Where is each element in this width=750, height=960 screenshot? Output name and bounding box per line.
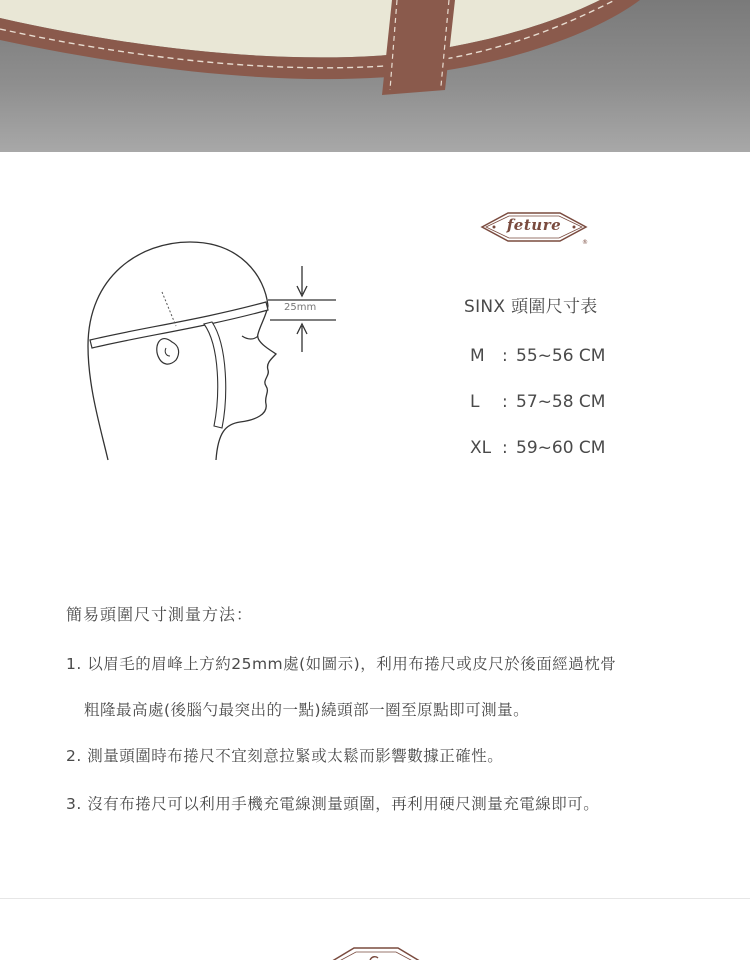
size-label: L: [470, 392, 480, 412]
product-photo: [0, 0, 750, 152]
measure-label: 25mm: [284, 302, 317, 313]
size-label: M: [470, 346, 485, 366]
hat-brim-graphic: [0, 0, 750, 152]
size-range: 57~58 CM: [516, 392, 606, 412]
instruction-step-1-continued: 粗隆最高處(後腦勺最突出的一點)繞頭部一圈至原點即可測量。: [84, 701, 530, 719]
logo-text: feture: [506, 216, 562, 234]
instruction-step-3: 3. 沒有布捲尺可以利用手機充電線測量頭圍，再利用硬尺測量充電線即可。: [66, 795, 600, 813]
section-divider: [0, 898, 750, 899]
head-measurement-diagram: [80, 236, 350, 466]
instruction-step-1: 1. 以眉毛的眉峰上方約25mm處(如圖示)，利用布捲尺或皮尺於後面經過枕骨: [66, 655, 617, 673]
size-colon: :: [502, 346, 508, 366]
bottom-brand-logo: [320, 938, 432, 960]
size-range: 55~56 CM: [516, 346, 606, 366]
size-row-xl: [470, 438, 605, 458]
size-colon: :: [502, 392, 508, 412]
size-row-m: [470, 346, 605, 366]
size-colon: :: [502, 438, 508, 458]
registered-mark: ®: [582, 239, 588, 246]
size-chart-title: SINX 頭圍尺寸表: [464, 297, 598, 317]
size-range: 59~60 CM: [516, 438, 606, 458]
brand-logo: [478, 207, 590, 249]
instruction-step-2: 2. 測量頭圍時布捲尺不宜刻意拉緊或太鬆而影響數據正確性。: [66, 747, 504, 765]
size-label: XL: [470, 438, 492, 458]
instructions-title: 簡易頭圍尺寸測量方法：: [66, 605, 254, 624]
size-row-l: [470, 392, 605, 412]
